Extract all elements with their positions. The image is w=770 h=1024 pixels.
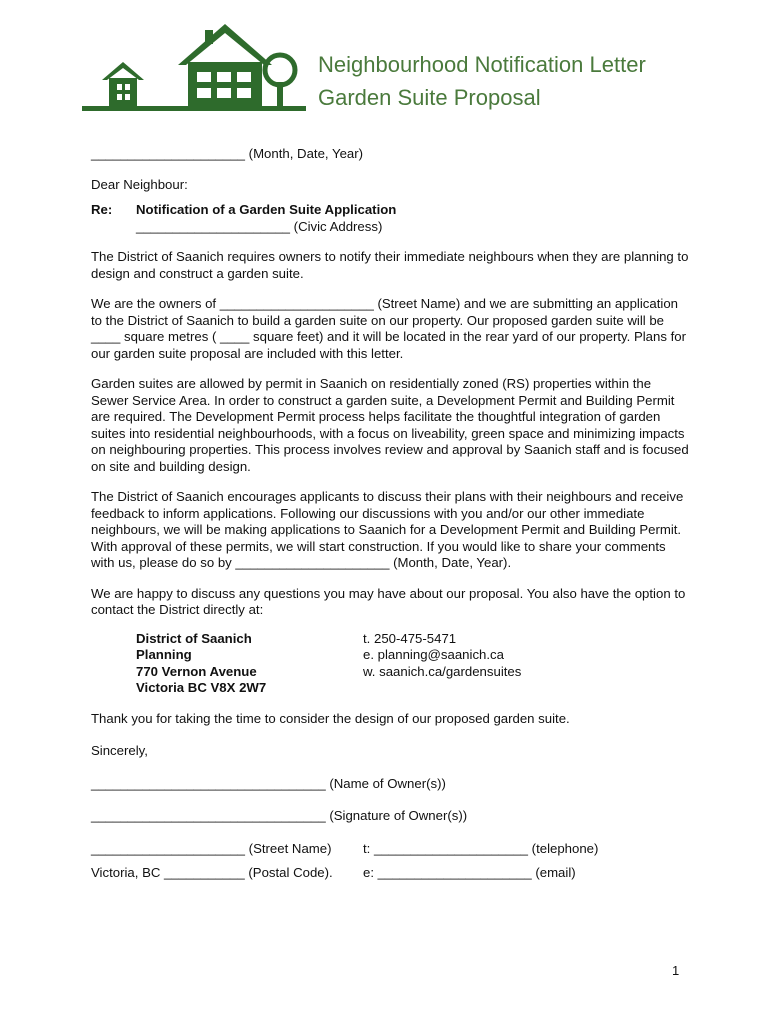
letter-title bbox=[318, 48, 646, 114]
page-number: 1 bbox=[672, 963, 680, 978]
contact-address bbox=[136, 631, 363, 697]
street-name-line: _____________________ (Street Name) bbox=[91, 840, 332, 856]
house-and-tree-logo bbox=[80, 20, 310, 115]
street-telephone-row bbox=[91, 841, 691, 858]
postal-email-row bbox=[91, 865, 691, 882]
contact-phone: t. 250-475-5471 bbox=[363, 630, 457, 646]
contact-address-line: 770 Vernon Avenue bbox=[136, 663, 257, 679]
closing: Sincerely, bbox=[91, 743, 148, 758]
contact-address-line: District of Saanich bbox=[136, 630, 252, 646]
re-block bbox=[91, 202, 691, 235]
paragraph: We are happy to discuss any questions you may have about our proposal. You also have the option to contact the District directly at: bbox=[91, 585, 686, 617]
contact-block bbox=[91, 631, 691, 697]
name-of-owner-line: ________________________________ (Name of Owner(s)) bbox=[91, 775, 446, 791]
paragraph: The District of Saanich encourages applicants to discuss their plans with their neighbours and receive feedback to inform applications. Following our discussions with you and/or our other immediate neighbours, we will be making applications to Saanich for a Development Permit and Building Permit. With approval of these permits, we will start construction. If you would like to share your comments with us, please do so by _____________________ (Month, Date, Year). bbox=[91, 489, 684, 570]
telephone-line: t: _____________________ (telephone) bbox=[363, 840, 599, 856]
thanks-line: Thank you for taking the time to consider the design of our proposed garden suite. bbox=[91, 710, 570, 726]
salutation: Dear Neighbour: bbox=[91, 176, 188, 192]
re-subject: Notification of a Garden Suite Application bbox=[136, 202, 397, 217]
contact-details bbox=[363, 631, 521, 697]
title-line-1: Neighbourhood Notification Letter bbox=[318, 52, 646, 77]
postal-code-line: Victoria, BC ___________ (Postal Code). bbox=[91, 865, 333, 880]
contact-address-line: Planning bbox=[136, 647, 192, 662]
contact-website: w. saanich.ca/gardensuites bbox=[363, 663, 522, 679]
civic-address-line: _____________________ (Civic Address) bbox=[136, 218, 383, 234]
contact-email: e. planning@saanich.ca bbox=[363, 647, 504, 662]
email-line: e: _____________________ (email) bbox=[363, 865, 576, 880]
title-line-2: Garden Suite Proposal bbox=[318, 85, 541, 110]
paragraph: Garden suites are allowed by permit in Saanich on residentially zoned (RS) properties within the Sewer Service Area. In order to construct a garden suite, a Development Permit and Building Permit are required. The Development Permit process helps facilitate the thoughtful integration of garden suites into residential neighbourhoods, with a focus on liveability, green space and minimizing impacts on neighbouring properties. This process involves review and approval by Saanich staff and is focused on site and building design. bbox=[91, 376, 689, 474]
letter-body bbox=[91, 146, 691, 882]
signature-of-owner-line: ________________________________ (Signature of Owner(s)) bbox=[91, 808, 468, 823]
re-label: Re: bbox=[91, 202, 113, 217]
paragraph: We are the owners of _____________________ (Street Name) and we are submitting an application to the District of Saanich to build a garden suite on our property. Our proposed garden suite will be ____ square metres ( ____ square feet) and it will be located in the rear yard of our property. Plans for our garden suite proposal are included with this letter. bbox=[91, 296, 686, 361]
date-line: _____________________ (Month, Date, Year) bbox=[91, 146, 364, 161]
contact-address-line: Victoria BC V8X 2W7 bbox=[136, 680, 267, 695]
paragraph: The District of Saanich requires owners to notify their immediate neighbours when they are planning to design and construct a garden suite. bbox=[91, 249, 689, 281]
